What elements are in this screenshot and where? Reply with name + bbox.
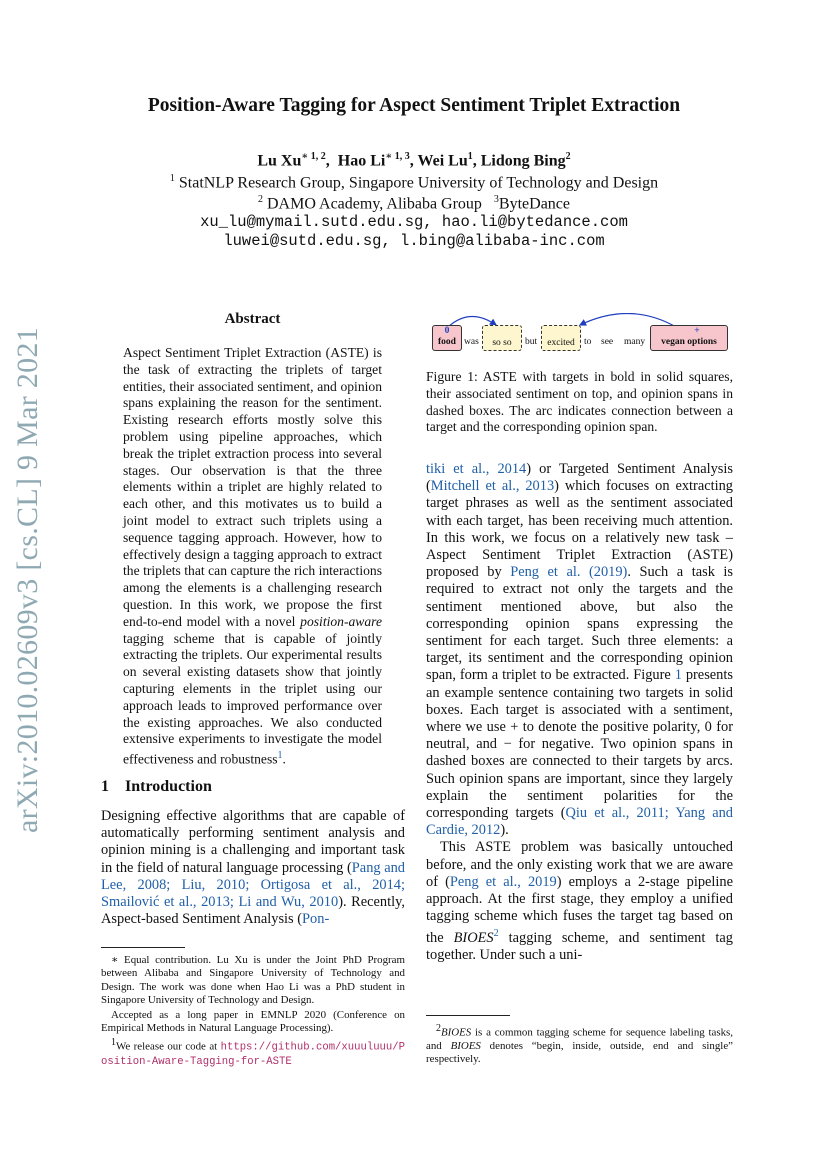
affil-mark: 2 xyxy=(258,194,263,205)
section-heading xyxy=(101,778,212,796)
citation-link[interactable]: Mitchell et al., 2013 xyxy=(430,478,555,495)
author-affil-mark: ∗ 1, 2 xyxy=(301,151,326,162)
citation-link[interactable]: Peng et al. (2019) xyxy=(510,564,628,581)
footnote xyxy=(101,954,405,1008)
affil-text: ByteDance xyxy=(498,195,570,213)
paper-title: Position-Aware Tagging for Aspect Sentiment Triplet Extraction xyxy=(147,95,681,116)
affil-text: DAMO Academy, Alibaba Group xyxy=(267,195,482,213)
footnote-ref[interactable]: 1 xyxy=(277,750,283,762)
affiliation-line xyxy=(0,194,828,213)
affil-mark: 1 xyxy=(169,173,175,184)
abstract-body xyxy=(123,345,382,768)
target-box-food xyxy=(432,325,462,351)
footnote-text: Equal contribution. Lu Xu is under the Joint PhD Program between Alibaba and Singapore University of Technology and Design. The work was done when Hao Li was a PhD student in Singapore University of Technology and Design. xyxy=(101,954,405,1007)
token: many xyxy=(624,337,646,347)
opinion-word: so so xyxy=(492,338,512,348)
footnote-mark: 1 xyxy=(111,1037,116,1048)
citation-link[interactable]: tiki et al., 2014 xyxy=(426,461,527,477)
token: was xyxy=(464,337,479,347)
body-text: ). xyxy=(500,822,509,839)
citation-link[interactable]: Pon- xyxy=(302,911,330,928)
body-text: tagging scheme, and sentiment tag together. Under such a uni- xyxy=(426,930,733,964)
footnote-ref[interactable]: 2 xyxy=(493,928,499,940)
citation-link[interactable]: Peng et al., 2019 xyxy=(449,873,557,890)
math-term: BIOES xyxy=(441,1026,472,1039)
footnote-text: We release our code at xyxy=(116,1040,221,1053)
author-name: Hao Li xyxy=(337,152,386,170)
abstract-heading: Abstract xyxy=(224,311,281,327)
footnote-text: Accepted as a long paper in EMNLP 2020 (Conference on Empirical Methods in Natural Language Processing). xyxy=(101,1009,405,1035)
footnote xyxy=(426,1022,733,1067)
author-name: Wei Lu xyxy=(417,152,468,170)
author-affil-mark: 2 xyxy=(565,151,571,162)
token: see xyxy=(601,337,614,347)
figure-1 xyxy=(430,313,730,363)
math-term: BIOES xyxy=(450,1040,481,1053)
citation-link[interactable]: Pang and Lee, 2008; Liu, 2010; Ortigosa et al., 2014; Smailović et al., 2013; Li and Wu, 2010 xyxy=(101,859,405,911)
right-column-body xyxy=(426,461,733,965)
affil-text: StatNLP Research Group, Singapore University of Technology and Design xyxy=(178,174,659,192)
sentiment-label: + xyxy=(694,326,700,336)
footnote-rule xyxy=(101,947,185,948)
footnote-text: is a common tagging scheme for sequence labeling tasks, and xyxy=(426,1026,733,1053)
body-text: ) which focuses on extracting target phrases as well as the sentiment associated with each target, has been receiving much attention. In this work, we focus on a relatively new task – Aspect Sentiment Triplet Extraction (ASTE) proposed by xyxy=(426,478,733,581)
author-name: Lu Xu xyxy=(257,152,302,170)
code-url-link[interactable]: https://github.com/xuuuluuu/Position-Aware-Tagging-for-ASTE xyxy=(101,1041,405,1069)
abstract-text: Aspect Sentiment Triplet Extraction (ASTE) is the task of extracting the triplets of target entities, their associated sentiment, and opinion spans explaining the reason for the sentiment. Existing research efforts mostly solve this problem using pipeline approaches, which break the triplet extraction process into several stages. Our observation is that the three elements within a triplet are highly related to each other, and this motivates us to build a joint model to extract such triplets using a sequence tagging approach. However, how to effectively design a tagging approach to extract the triplets that can capture the rich interactions among the elements is a challenging research question. In this work, we propose the first end-to-end model with a novel xyxy=(123,345,382,629)
footnote-text: denotes “begin, inside, outside, end and single” respectively. xyxy=(426,1040,733,1066)
body-text: ) employs a 2-stage pipeline approach. At the first stage, they employ a unified tagging scheme which fuses the target tag based on the xyxy=(426,873,733,947)
author-name: Lidong Bing xyxy=(480,152,566,170)
section-title: Introduction xyxy=(125,778,212,795)
token: to xyxy=(584,337,592,347)
body-text: presents an example sentence containing two targets in solid boxes. Each target is associated with a sentiment, where we use + to denote the positive polarity, 0 for neutral, and − for negative. Two opinion spans in dashed boxes are connected to their targets by arcs. Such opinion spans are important, since they largely explain the sentiment polarities for the corresponding targets ( xyxy=(426,667,733,822)
opinion-box-excited xyxy=(541,325,581,351)
abstract-italic: position-aware xyxy=(300,613,382,629)
intro-text: Designing effective algorithms that are capable of automatically performing sentiment analysis and opinion mining is a challenging and important task in the field of natural language processing ( xyxy=(101,808,405,876)
paragraph xyxy=(426,461,733,839)
email-line[interactable]: luwei@sutd.edu.sg, l.bing@alibaba-inc.com xyxy=(223,232,605,250)
abstract-text: . xyxy=(282,751,286,767)
abstract-text: tagging scheme that is capable of jointly extracting the triplets. Our experimental results on several existing datasets show that jointly capturing elements in the triplet using our approach leads to improved performance over the existing approaches. We also conducted extensive experiments to investigate the model effectiveness and robustness xyxy=(123,630,382,767)
intro-text: ). Recently, Aspect-based Sentiment Analysis ( xyxy=(101,894,405,928)
affiliation-line xyxy=(0,173,828,192)
figure-caption: Figure 1: ASTE with targets in bold in solid squares, their associated sentiment on top, and opinion spans in dashed boxes. The arc indicates connection between a target and the corresponding opinion span. xyxy=(426,369,733,435)
author-affil-mark: 1 xyxy=(467,151,473,162)
footnote-rule xyxy=(426,1015,510,1016)
arxiv-identifier: arXiv:2010.02609v3 [cs.CL] 9 Mar 2021 xyxy=(11,326,44,834)
author-affil-mark: ∗ 1, 3 xyxy=(385,151,410,162)
target-word: vegan options xyxy=(661,337,717,347)
token: but xyxy=(525,337,538,347)
figure-ref-link[interactable]: 1 xyxy=(674,667,682,684)
opinion-box-soso xyxy=(482,325,522,351)
footnote-mark: ∗ xyxy=(111,954,119,966)
footnote-mark: 2 xyxy=(436,1023,441,1034)
section-number: 1 xyxy=(101,778,109,795)
sentiment-label: 0 xyxy=(444,326,450,336)
email-line[interactable]: xu_lu@mymail.sutd.edu.sg, hao.li@bytedance.com xyxy=(200,213,628,231)
body-text: . Such a task is required to extract not only the targets and the sentiment mentioned above, but also the corresponding opinion spans expressing the sentiment for each target. Such three elements: a target, its sentiment and the corresponding opinion span, form a triplet to be extracted. Figure xyxy=(426,564,734,684)
intro-paragraph xyxy=(101,808,405,928)
opinion-word: excited xyxy=(547,338,575,348)
body-text: ) or Targeted Sentiment Analysis ( xyxy=(426,461,733,495)
body-text: This ASTE problem was basically untouched before, and the only existing work that we are aware of ( xyxy=(426,839,733,890)
footnote xyxy=(101,1036,405,1069)
affil-mark: 3 xyxy=(493,194,499,205)
paragraph xyxy=(426,839,733,964)
citation-link[interactable]: Qiu et al., 2011; Yang and Cardie, 2012 xyxy=(426,805,733,839)
footnote xyxy=(101,1009,405,1036)
target-box-vegan-options xyxy=(650,325,728,351)
author-list: Lu $Xu^{∗ 1, 2}$, Hao $Li^{∗ 1, 3}$, Wei Lu$^1$, Lidong Bing$^2$ xyxy=(257,151,571,170)
math-term: BIOES xyxy=(453,930,494,947)
target-word: food xyxy=(438,337,456,347)
